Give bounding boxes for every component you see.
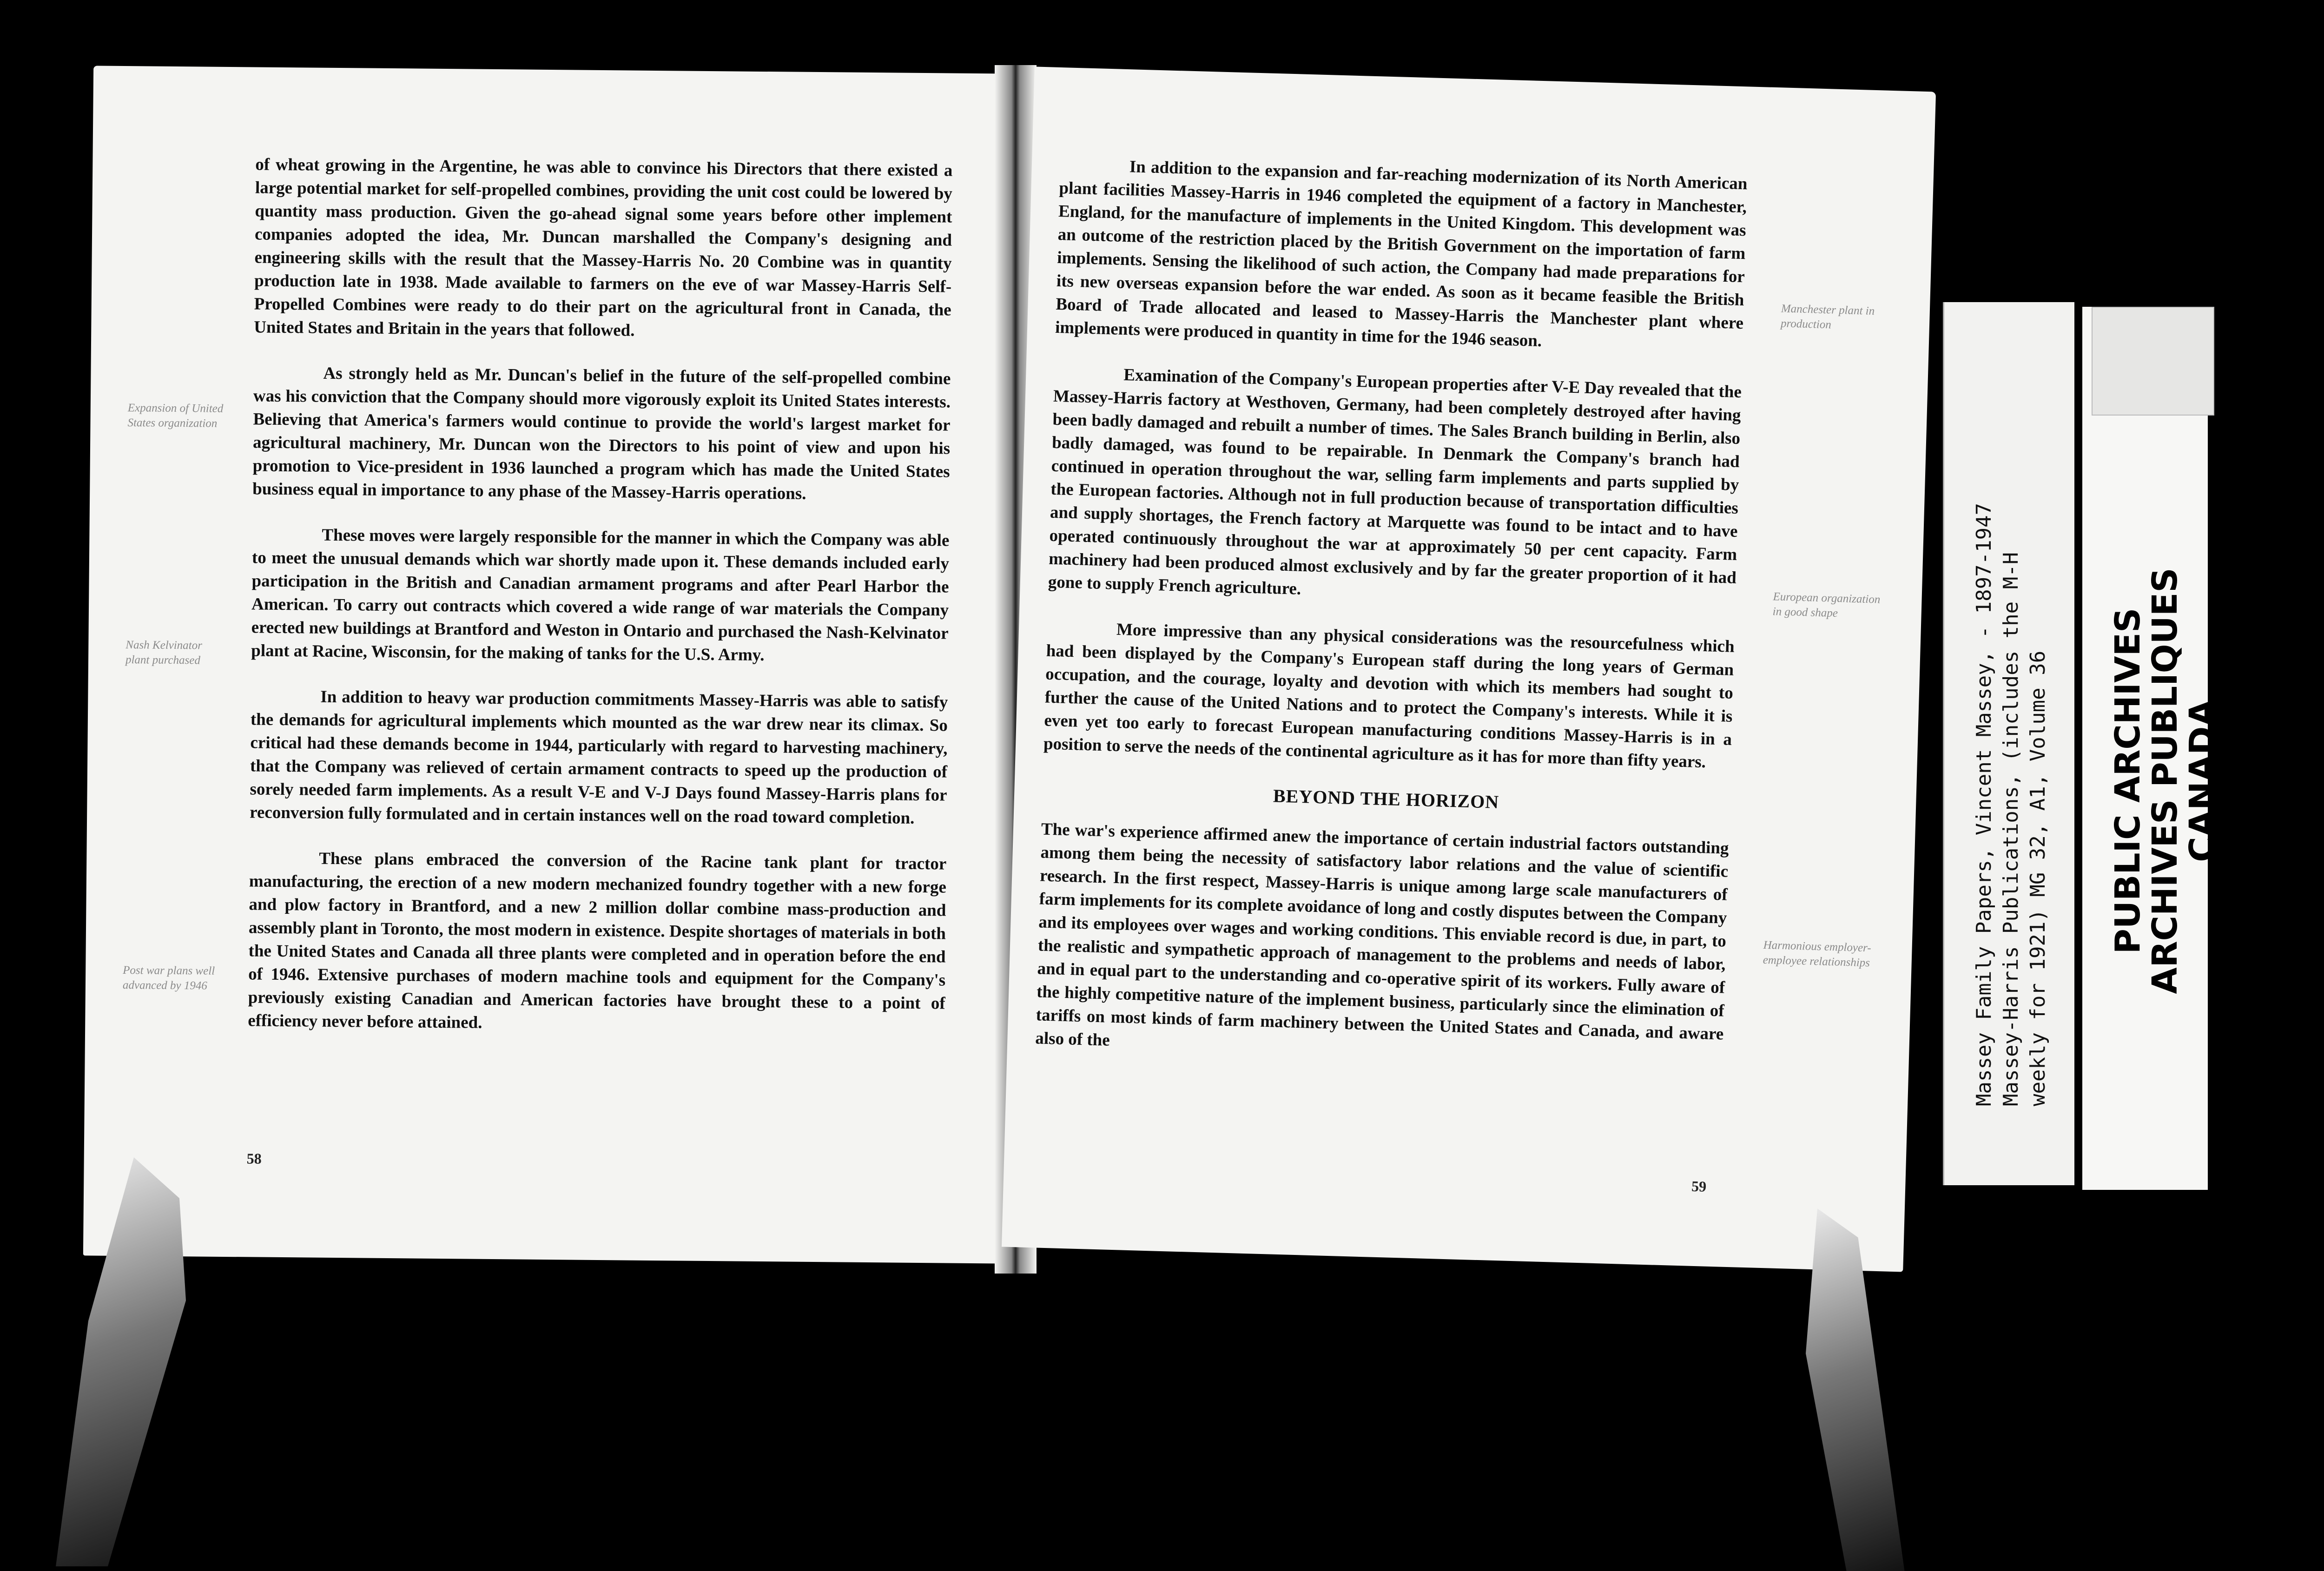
margin-note-post-war-plans: Post war plans well advanced by 1946 [122,964,215,992]
margin-note-us-expansion: Expansion of United States organization [127,402,224,430]
archive-label-line-3: weekly for 1921) MG 32, A1, Volume 36 [2026,650,2050,1106]
right-paragraph-2: Examination of the Company's European properties after V-E Day revealed that the Massey-Harris factory at Westhoven, Germany, had been completely destroyed after having been badly damaged and rebuilt a number of times. The Sales Branch building in Berlin, also badly damaged, was found to be repairable. In Denmark the Company's branch had continued in operation throughout the war, selling farm implements and parts supplied by the European factories. Although not in full production because of transportation difficulties and supply shortages, the French factory at Marquette was found to be intact and to have operated continuously throughout the war at approximately 50 per cent capacity. Farm machinery had been produced almost exclusively and by far the greater proportion of it had gone to supply French agriculture. [1048,365,1742,599]
stamp-line-2: ARCHIVES PUBLIQUES [2145,568,2185,994]
archive-label-line-1: Massey Family Papers, Vincent Massey, - 1897-1947 [1972,502,1996,1106]
page-number-left: 58 [246,1150,262,1167]
left-paragraph-4: In addition to heavy war production commitments Massey-Harris was able to satisfy the demands for agricultural implements which mounted as the war drew near its climax. So critical had these demands become in 1944, particularly with regard to harvesting machinery, that the Company was relieved of certain armament contracts to speed up the production of sorely needed farm implements. As a result V-E and V-J Days found Massey-Harris plans for reconversion fully formulated and in certain instances well on the road toward completion. [250,687,948,828]
right-paragraph-3: More impressive than any physical considerations was the resourcefulness which had been displayed by the Company's European staff during the long years of German occupation, and the courage, loyalty and devotion with which its members had sought to further the cause of the United Nations and to protect the Company's interests. While it is even yet too early to forecast European manufacturing conditions Massey-Harris is in a position to serve the needs of the continental agriculture as it has for more than fifty years. [1043,620,1735,772]
page-number-right: 59 [1691,1177,1707,1195]
public-archives-stamp [2109,548,2221,1013]
right-paragraph-4: The war's experience affirmed anew the importance of certain industrial factors outstanding among them being the necessity of satisfactory labor relations and the value of scientific research. In the first respect, Massey-Harris is unique among large scale manufacturers of farm implements for its complete avoidance of long and costly disputes between the Company and its employees over wages and working conditions. This enviable record is due, in part, to the realistic and sympathetic approach of management to the problems and needs of labor, and in equal part to the understanding and co-operative spirit of its workers. Fully aware of the highly competitive nature of the implement business, particularly since the elimination of tariffs on most kinds of farm machinery between the United States and Canada, and aware also of the [1035,819,1730,1050]
stamp-line-1: PUBLIC ARCHIVES [2108,607,2148,954]
left-paragraph-1: of wheat growing in the Argentine, he was able to convince his Directors that there existed a large potential market for self-propelled combines, providing the unit cost could be lowered by quantity mass production. Given the go-ahead signal some years before other implement companies adopted the idea, Mr. Duncan marshalled the Company's designing and engineering skills with the result that the Massey-Harris No. 20 Combine was in quantity production late in 1938. Made available to farmers on the eve of war Massey-Harris Self-Propelled Combines were ready to do their part on the agricultural front in Canada, the United States and Britain in the years that followed. [254,155,953,340]
margin-note-harmonious: Harmonious employer-employee relationships [1763,938,1872,970]
left-page-body [248,153,953,1061]
right-page-body [1034,153,1748,1092]
archive-label-text [1971,503,2052,1106]
tape-strip [2092,307,2214,416]
right-paragraph-1: In addition to the expansion and far-reaching modernization of its North American plant facilities Massey-Harris in 1946 completed the equipment of a factory in Manchester, England, for the manufacture of implements in the United Kingdom. This development was an outcome of the restriction placed by the British Government on the importation of farm implements. Sensing the likelihood of such action, the Company had made preparations for its new overseas expansion before the war ended. As soon as it became feasible the British Board of Trade allocated and leased to Massey-Harris the Manchester plant where implements were produced in quantity in time for the 1946 season. [1055,157,1748,351]
left-page-clip [56,1157,186,1566]
left-paragraph-3: These moves were largely responsible for the manner in which the Company was able to meet the unusual demands which war shortly made upon it. These demands included early participation in the British and Canadian armament programs and after Pearl Harbor the American. To carry out contracts which covered a wide range of war materials the Company erected new buildings at Brantford and Weston in Ontario and purchased the Nash-Kelvinator plant at Racine, Wisconsin, for the making of tanks for the U.S. Army. [251,525,950,665]
margin-note-european-org: European organization in good shape [1772,590,1881,620]
stamp-line-3: CANADA [2182,700,2222,862]
right-page [1002,66,1936,1272]
archive-label-line-2: Massey-Harris Publications, (includes the M-H [1999,552,2023,1106]
left-paragraph-2: As strongly held as Mr. Duncan's belief in the future of the self-propelled combine was his conviction that the Company should more vigorously exploit its United States interests. Believing that America's farmers would continue to provide the world's largest market for agricultural machinery, Mr. Duncan won the Directors to his point of view and upon his promotion to Vice-president in 1936 launched a program which has made the United States business equal in importance to any phase of the Massey-Harris operations. [252,363,951,503]
margin-note-nash-kelvinator: Nash Kelvinator plant purchased [125,639,203,667]
section-heading: BEYOND THE HORIZON [1273,785,1499,812]
left-page [83,66,1014,1263]
left-paragraph-5: These plans embraced the conversion of the Racine tank plant for tractor manufacturing, the erection of a new modern mechanized foundry together with a new forge and plow factory in Brantford, and a new 2 million dollar combine mass-production and assembly plant in Toronto, the most modern in existence. Despite shortages of materials in both the United States and Canada all three plants were completed and in operation before the end of 1946. Extensive purchases of modern machine tools and equipment for the Company's previously existing Canadian and American factories have brought these to a point of efficiency never before attained. [248,849,947,1032]
margin-note-manchester: Manchester plant in production [1780,302,1875,331]
